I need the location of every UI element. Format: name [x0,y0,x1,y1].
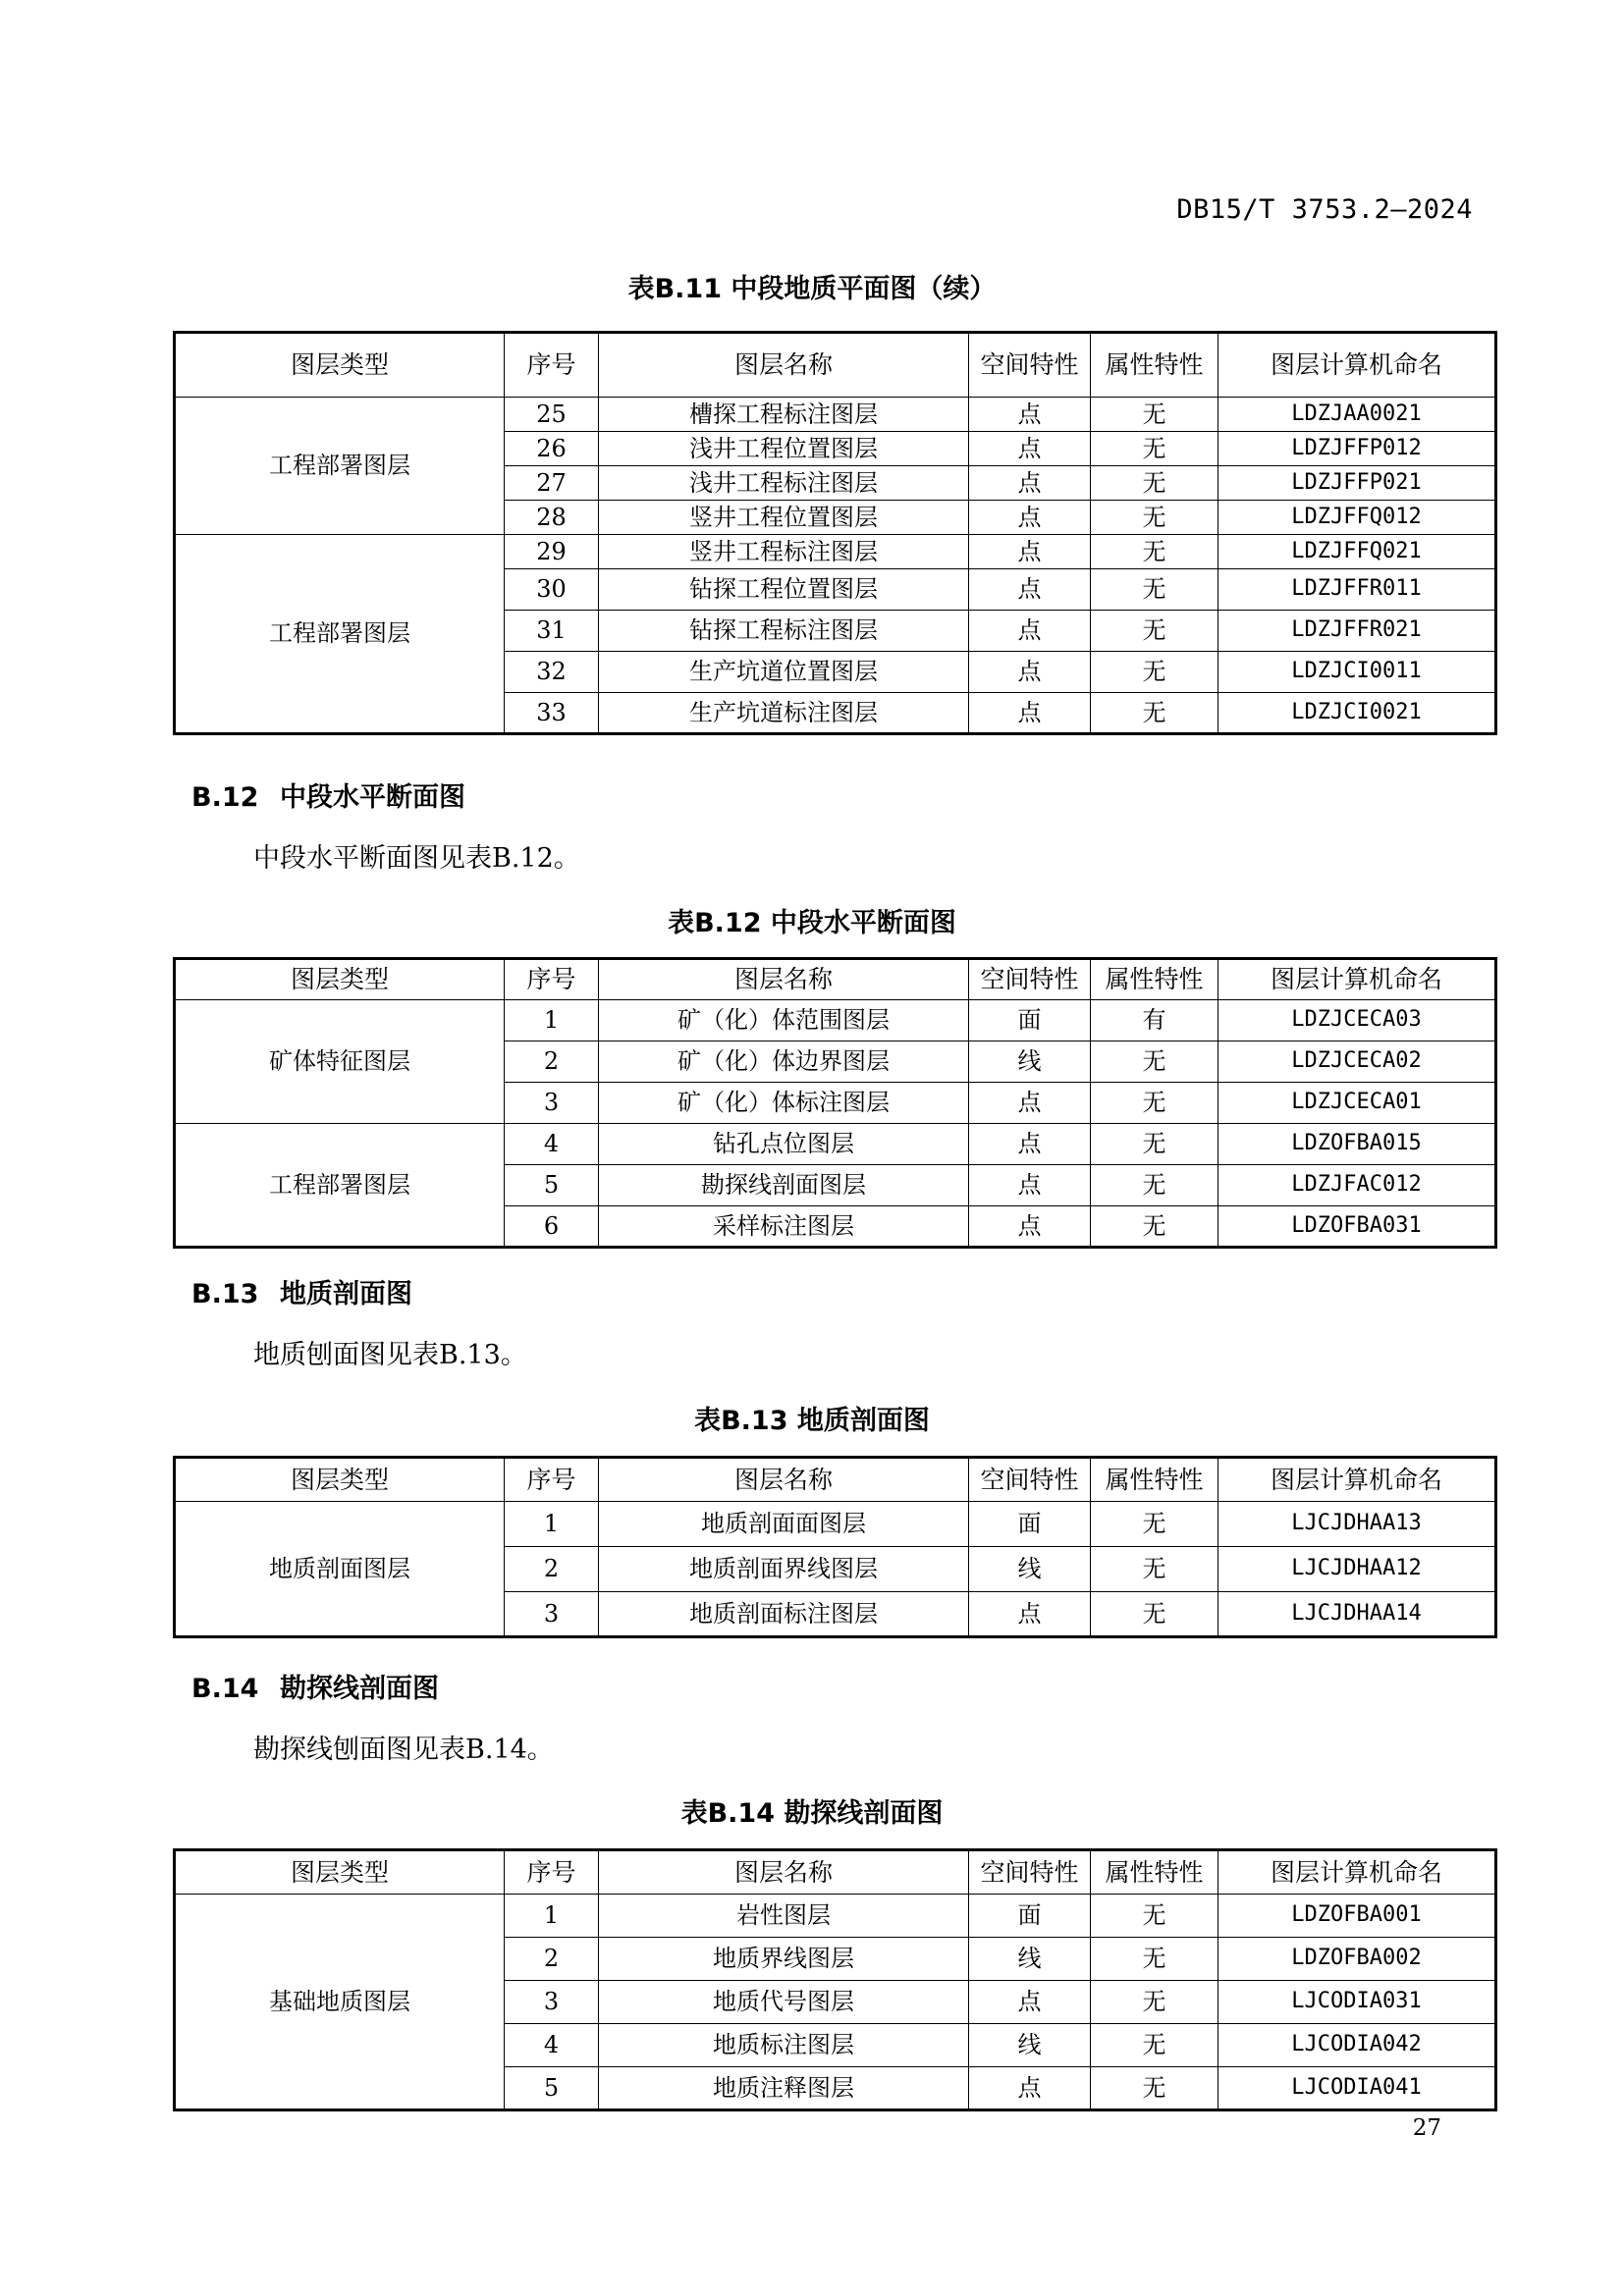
layer-name-cell: 地质界线图层 [599,1938,969,1981]
column-header: 图层计算机命名 [1218,959,1496,1000]
layer-type-cell: 工程部署图层 [175,398,505,535]
header-row [175,1458,1496,1502]
spatial-cell: 点 [969,1981,1091,2024]
layer-type-cell: 矿体特征图层 [175,1000,505,1124]
spatial-cell: 点 [969,432,1091,466]
column-header: 序号 [505,959,599,1000]
spatial-cell: 点 [969,2067,1091,2110]
attribute-cell: 无 [1091,652,1218,693]
computer-name-cell: LDZOFBA031 [1218,1206,1496,1248]
spatial-cell: 点 [969,1206,1091,1248]
computer-name-cell: LDZJCECA01 [1218,1083,1496,1124]
seq-cell: 25 [505,398,599,432]
column-header: 图层计算机命名 [1218,1458,1496,1502]
attribute-cell: 无 [1091,1592,1218,1637]
seq-cell: 33 [505,693,599,734]
column-header: 属性特性 [1091,959,1218,1000]
computer-name-cell: LDZJFFR011 [1218,569,1496,611]
column-header: 图层名称 [599,1458,969,1502]
spatial-cell: 点 [969,652,1091,693]
computer-name-cell: LDZOFBA002 [1218,1938,1496,1981]
attribute-cell: 无 [1091,1895,1218,1938]
column-header: 图层名称 [599,959,969,1000]
attribute-cell: 无 [1091,1981,1218,2024]
seq-cell: 5 [505,2067,599,2110]
spatial-cell: 点 [969,611,1091,652]
spatial-cell: 点 [969,1165,1091,1206]
spatial-cell: 线 [969,2024,1091,2067]
seq-cell: 26 [505,432,599,466]
layer-type-cell: 地质剖面图层 [175,1502,505,1637]
section-title: 勘探线剖面图 [280,1674,439,1704]
table-row [175,1502,1496,1547]
layer-name-cell: 生产坑道标注图层 [599,693,969,734]
layer-table [173,331,1497,735]
spatial-cell: 点 [969,501,1091,535]
spatial-cell: 点 [969,1124,1091,1165]
computer-name-cell: LJCJDHAA14 [1218,1592,1496,1637]
column-header: 空间特性 [969,959,1091,1000]
header-row [175,333,1496,398]
attribute-cell: 无 [1091,2067,1218,2110]
spatial-cell: 点 [969,466,1091,501]
computer-name-cell: LDZJFFR021 [1218,611,1496,652]
table-caption: 表B.11 中段地质平面图（续） [627,274,997,304]
layer-name-cell: 地质剖面标注图层 [599,1592,969,1637]
layer-name-cell: 钻探工程位置图层 [599,569,969,611]
section-paragraph: 勘探线刨面图见表B.14。 [253,1735,554,1765]
column-header: 属性特性 [1091,1850,1218,1895]
column-header: 图层类型 [175,1850,505,1895]
attribute-cell: 无 [1091,398,1218,432]
attribute-cell: 无 [1091,2024,1218,2067]
layer-name-cell: 浅井工程标注图层 [599,466,969,501]
section-heading [191,775,465,814]
spatial-cell: 线 [969,1547,1091,1592]
table-row [175,1000,1496,1041]
section-title: 中段水平断面图 [280,782,465,813]
column-header: 序号 [505,1458,599,1502]
attribute-cell: 无 [1091,1502,1218,1547]
spatial-cell: 面 [969,1502,1091,1547]
spatial-cell: 点 [969,1083,1091,1124]
layer-name-cell: 地质代号图层 [599,1981,969,2024]
column-header: 图层类型 [175,959,505,1000]
layer-name-cell: 勘探线剖面图层 [599,1165,969,1206]
seq-cell: 6 [505,1206,599,1248]
section-number: B.14 [191,1674,259,1704]
computer-name-cell: LDZJFFP021 [1218,466,1496,501]
layer-table [173,1456,1497,1638]
seq-cell: 32 [505,652,599,693]
attribute-cell: 无 [1091,1938,1218,1981]
column-header: 图层类型 [175,333,505,398]
table-row [175,398,1496,432]
seq-cell: 3 [505,1981,599,2024]
column-header: 空间特性 [969,1458,1091,1502]
seq-cell: 2 [505,1938,599,1981]
layer-name-cell: 矿（化）体标注图层 [599,1083,969,1124]
computer-name-cell: LDZJFFQ021 [1218,535,1496,569]
attribute-cell: 无 [1091,466,1218,501]
computer-name-cell: LDZJCECA02 [1218,1041,1496,1083]
layer-name-cell: 矿（化）体边界图层 [599,1041,969,1083]
header-row [175,959,1496,1000]
header-row [175,1850,1496,1895]
computer-name-cell: LDZJFFP012 [1218,432,1496,466]
standard-number: DB15/T 3753.2—2024 [1176,194,1473,225]
table-row [175,535,1496,569]
layer-name-cell: 地质注释图层 [599,2067,969,2110]
table-row [175,1124,1496,1165]
table-caption: 表B.14 勘探线剖面图 [680,1798,944,1829]
attribute-cell: 无 [1091,1041,1218,1083]
spatial-cell: 线 [969,1938,1091,1981]
layer-table [173,1848,1497,2111]
computer-name-cell: LJCODIA042 [1218,2024,1496,2067]
spatial-cell: 线 [969,1041,1091,1083]
spatial-cell: 面 [969,1895,1091,1938]
computer-name-cell: LDZOFBA015 [1218,1124,1496,1165]
table-caption: 表B.13 地质剖面图 [694,1406,930,1436]
table-caption: 表B.12 中段水平断面图 [668,908,956,938]
computer-name-cell: LDZJCI0011 [1218,652,1496,693]
column-header: 图层计算机命名 [1218,333,1496,398]
seq-cell: 1 [505,1502,599,1547]
attribute-cell: 无 [1091,535,1218,569]
section-paragraph: 中段水平断面图见表B.12。 [253,843,580,874]
seq-cell: 29 [505,535,599,569]
spatial-cell: 点 [969,398,1091,432]
layer-name-cell: 竖井工程位置图层 [599,501,969,535]
column-header: 属性特性 [1091,333,1218,398]
computer-name-cell: LJCODIA031 [1218,1981,1496,2024]
spatial-cell: 点 [969,1592,1091,1637]
seq-cell: 4 [505,1124,599,1165]
spatial-cell: 点 [969,535,1091,569]
seq-cell: 1 [505,1000,599,1041]
page-number: 27 [1412,2115,1441,2141]
section-number: B.13 [191,1279,259,1309]
section-number: B.12 [191,782,259,813]
layer-name-cell: 岩性图层 [599,1895,969,1938]
seq-cell: 3 [505,1592,599,1637]
layer-type-cell: 工程部署图层 [175,535,505,734]
layer-name-cell: 生产坑道位置图层 [599,652,969,693]
section-title: 地质剖面图 [280,1279,412,1309]
seq-cell: 2 [505,1041,599,1083]
column-header: 空间特性 [969,1850,1091,1895]
column-header: 空间特性 [969,333,1091,398]
attribute-cell: 有 [1091,1000,1218,1041]
attribute-cell: 无 [1091,611,1218,652]
attribute-cell: 无 [1091,1206,1218,1248]
layer-name-cell: 钻探工程标注图层 [599,611,969,652]
attribute-cell: 无 [1091,1124,1218,1165]
spatial-cell: 面 [969,1000,1091,1041]
spatial-cell: 点 [969,569,1091,611]
attribute-cell: 无 [1091,569,1218,611]
column-header: 属性特性 [1091,1458,1218,1502]
layer-type-cell: 基础地质图层 [175,1895,505,2110]
column-header: 图层类型 [175,1458,505,1502]
column-header: 图层计算机命名 [1218,1850,1496,1895]
layer-table [173,957,1497,1249]
seq-cell: 4 [505,2024,599,2067]
layer-name-cell: 地质标注图层 [599,2024,969,2067]
layer-name-cell: 采样标注图层 [599,1206,969,1248]
section-heading [191,1272,412,1310]
computer-name-cell: LDZJAA0021 [1218,398,1496,432]
computer-name-cell: LJCJDHAA13 [1218,1502,1496,1547]
seq-cell: 5 [505,1165,599,1206]
seq-cell: 1 [505,1895,599,1938]
layer-type-cell: 工程部署图层 [175,1124,505,1248]
computer-name-cell: LJCODIA041 [1218,2067,1496,2110]
attribute-cell: 无 [1091,1083,1218,1124]
seq-cell: 31 [505,611,599,652]
column-header: 序号 [505,1850,599,1895]
layer-name-cell: 钻孔点位图层 [599,1124,969,1165]
layer-name-cell: 地质剖面面图层 [599,1502,969,1547]
attribute-cell: 无 [1091,1547,1218,1592]
seq-cell: 28 [505,501,599,535]
layer-name-cell: 地质剖面界线图层 [599,1547,969,1592]
layer-name-cell: 矿（化）体范围图层 [599,1000,969,1041]
layer-name-cell: 槽探工程标注图层 [599,398,969,432]
section-heading [191,1667,439,1705]
computer-name-cell: LDZJCI0021 [1218,693,1496,734]
layer-name-cell: 竖井工程标注图层 [599,535,969,569]
computer-name-cell: LDZOFBA001 [1218,1895,1496,1938]
column-header: 图层名称 [599,1850,969,1895]
column-header: 图层名称 [599,333,969,398]
computer-name-cell: LDZJFFQ012 [1218,501,1496,535]
layer-name-cell: 浅井工程位置图层 [599,432,969,466]
attribute-cell: 无 [1091,693,1218,734]
section-paragraph: 地质刨面图见表B.13。 [253,1340,527,1370]
computer-name-cell: LJCJDHAA12 [1218,1547,1496,1592]
seq-cell: 27 [505,466,599,501]
attribute-cell: 无 [1091,1165,1218,1206]
column-header: 序号 [505,333,599,398]
attribute-cell: 无 [1091,501,1218,535]
seq-cell: 2 [505,1547,599,1592]
seq-cell: 30 [505,569,599,611]
table-row [175,1895,1496,1938]
attribute-cell: 无 [1091,432,1218,466]
seq-cell: 3 [505,1083,599,1124]
computer-name-cell: LDZJFAC012 [1218,1165,1496,1206]
computer-name-cell: LDZJCECA03 [1218,1000,1496,1041]
spatial-cell: 点 [969,693,1091,734]
